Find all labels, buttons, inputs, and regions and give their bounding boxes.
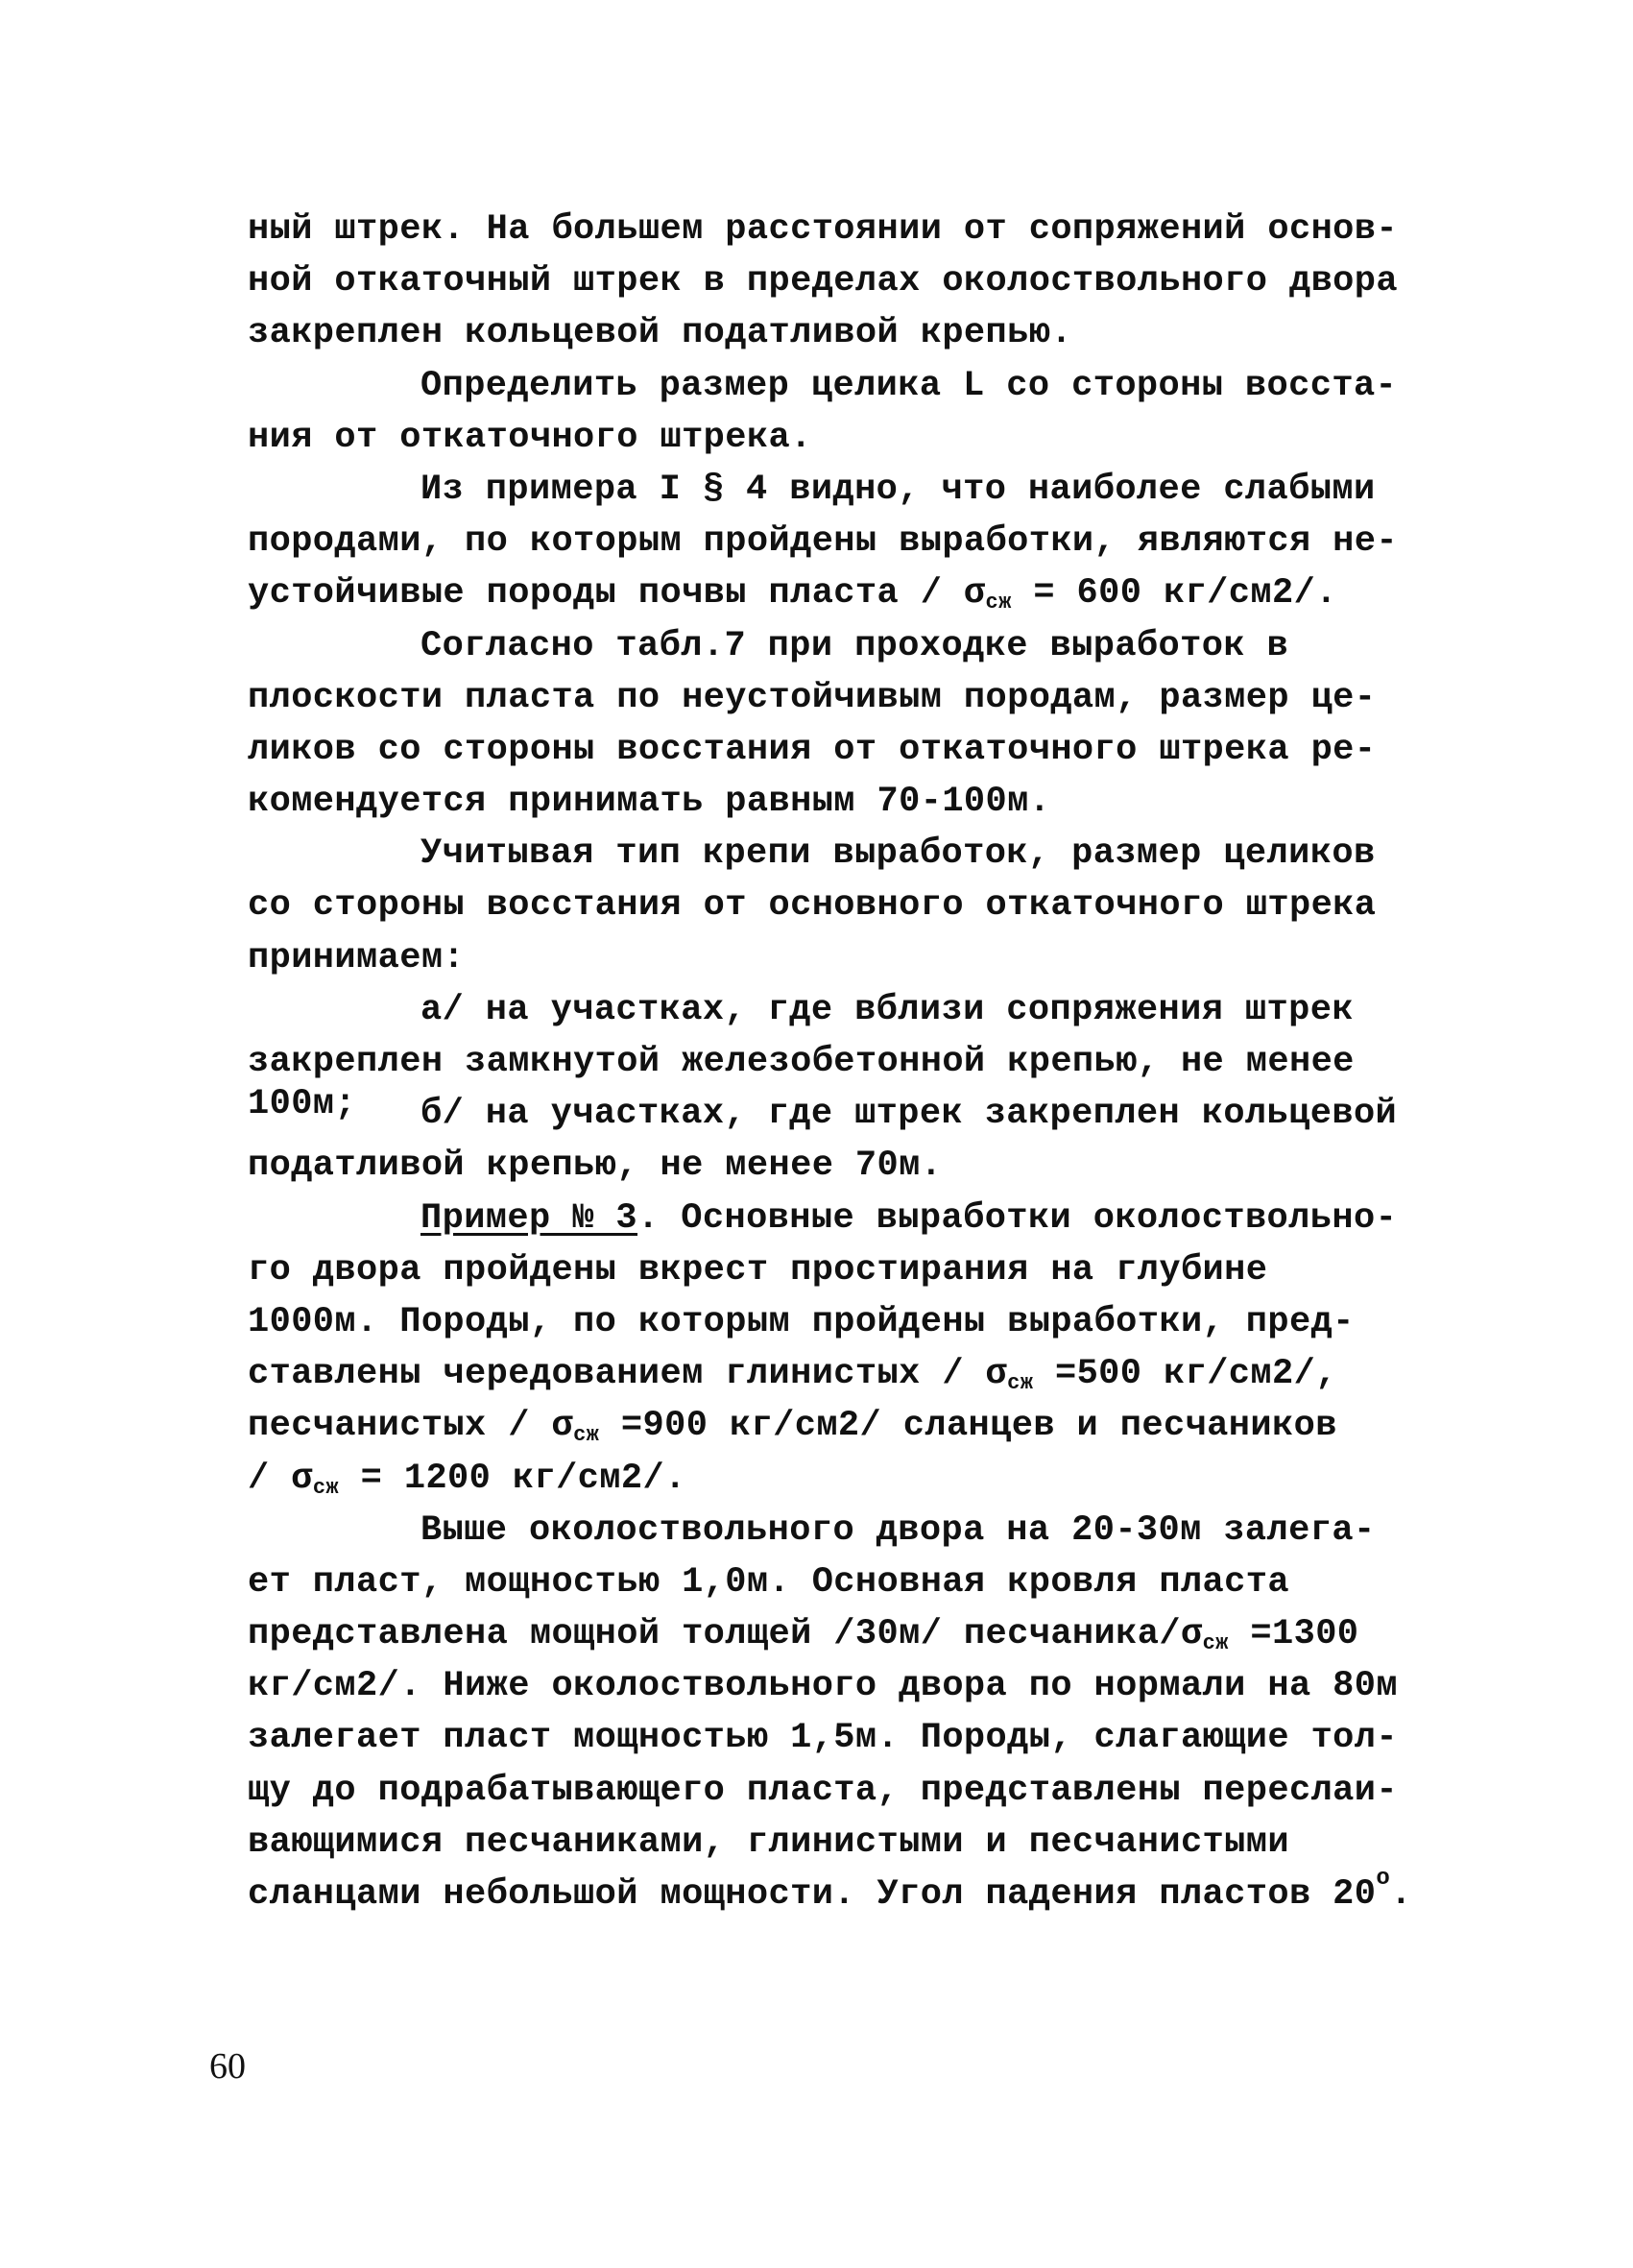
text-line: вающимися песчаниками, глинистыми и песчанистыми [248, 1822, 1289, 1863]
text-line: Учитывая тип крепи выработок, размер целиков [420, 833, 1376, 875]
subscript: сж [985, 591, 1012, 615]
text-line: комендуется принимать равным 70-100м. [248, 782, 1051, 823]
text-line: ликов со стороны восстания от откаточного штрека ре- [248, 729, 1377, 770]
text-fragment: = 600 кг/см2/. [1011, 573, 1337, 615]
text-line: го двора пройдены вкрест простирания на глубине [248, 1249, 1268, 1291]
text-line: ния от откаточного штрека. [248, 417, 812, 458]
text-fragment: песчанистых / σ [248, 1406, 574, 1447]
superscript: о [1376, 1866, 1391, 1892]
text-line [248, 1453, 1419, 1505]
page-number: 60 [209, 2046, 246, 2087]
text-fragment: / σ [248, 1458, 313, 1499]
text-line [248, 1193, 1419, 1244]
text-line [248, 1348, 1419, 1400]
text-line: закреплен замкнутой железобетонной крепью, не менее [248, 1042, 1355, 1082]
text-line [248, 1084, 1419, 1140]
text-line: породами, по которым пройдены выработки, являются не- [248, 521, 1398, 563]
text-fragment: представлена мощной толщей /30м/ песчаника/σ [248, 1614, 1203, 1655]
example-heading: Пример № 3 [420, 1197, 638, 1239]
text-line [248, 1608, 1419, 1660]
text-fragment: . [1390, 1874, 1412, 1915]
text-fragment: 100м; [248, 1084, 357, 1125]
text-fragment: = 1200 кг/см2/. [339, 1458, 686, 1499]
subscript: сж [573, 1423, 600, 1448]
text-line: ет пласт, мощностью 1,0м. Основная кровля пласта [248, 1561, 1289, 1603]
text-line: Согласно табл.7 при проходке выработок в [420, 625, 1289, 666]
text-fragment: =900 кг/см2/ сланцев и песчаников [599, 1406, 1337, 1447]
text-line: кг/см2/. Ниже околоствольного двора по нормали на 80м [248, 1666, 1398, 1707]
text-line [248, 1866, 1419, 1920]
text-line: щу до подрабатывающего пласта, представлены переслаи- [248, 1770, 1398, 1811]
subscript: сж [312, 1475, 340, 1500]
text-line: принимаем: [248, 937, 466, 978]
text-fragment: ставлены чередованием глинистых / σ [248, 1354, 1008, 1395]
text-line [248, 1400, 1419, 1452]
text-fragment: б/ на участках, где штрек закреплен кольцевой [420, 1094, 1398, 1135]
subscript: сж [1007, 1371, 1034, 1396]
text-fragment: =1300 [1228, 1614, 1359, 1655]
text-line: залегает пласт мощностью 1,5м. Породы, слагающие тол- [248, 1718, 1398, 1759]
text-fragment: сланцами небольшой мощности. Угол падения пластов 20 [248, 1874, 1377, 1915]
text-fragment: . Основные выработки околоствольно- [637, 1197, 1398, 1239]
text-line [248, 567, 1419, 619]
text-line: плоскости пласта по неустойчивым породам, размер це- [248, 677, 1377, 718]
text-line: закреплен кольцевой податливой крепью. [248, 313, 1072, 354]
body-text [248, 204, 1419, 1920]
text-line: ной откаточный штрек в пределах околоствольного двора [248, 261, 1398, 302]
text-line: ный штрек. На большем расстоянии от сопряжений основ- [248, 209, 1398, 250]
text-line: Из примера I § 4 видно, что наиболее слабыми [420, 469, 1376, 510]
text-line: податливой крепью, не менее 70м. [248, 1146, 943, 1187]
text-fragment: устойчивые породы почвы пласта / σ [248, 573, 986, 615]
text-line: Определить размер целика L со стороны восста- [420, 365, 1398, 406]
subscript: сж [1202, 1631, 1229, 1656]
text-line: со стороны восстания от основного откаточного штрека [248, 885, 1377, 927]
text-line: Выше околоствольного двора на 20-30м залега- [420, 1509, 1376, 1551]
text-line: 1000м. Породы, по которым пройдены выработки, пред- [248, 1301, 1355, 1342]
text-fragment: =500 кг/см2/, [1033, 1354, 1337, 1395]
text-line: а/ на участках, где вблизи сопряжения штрек [420, 989, 1354, 1030]
